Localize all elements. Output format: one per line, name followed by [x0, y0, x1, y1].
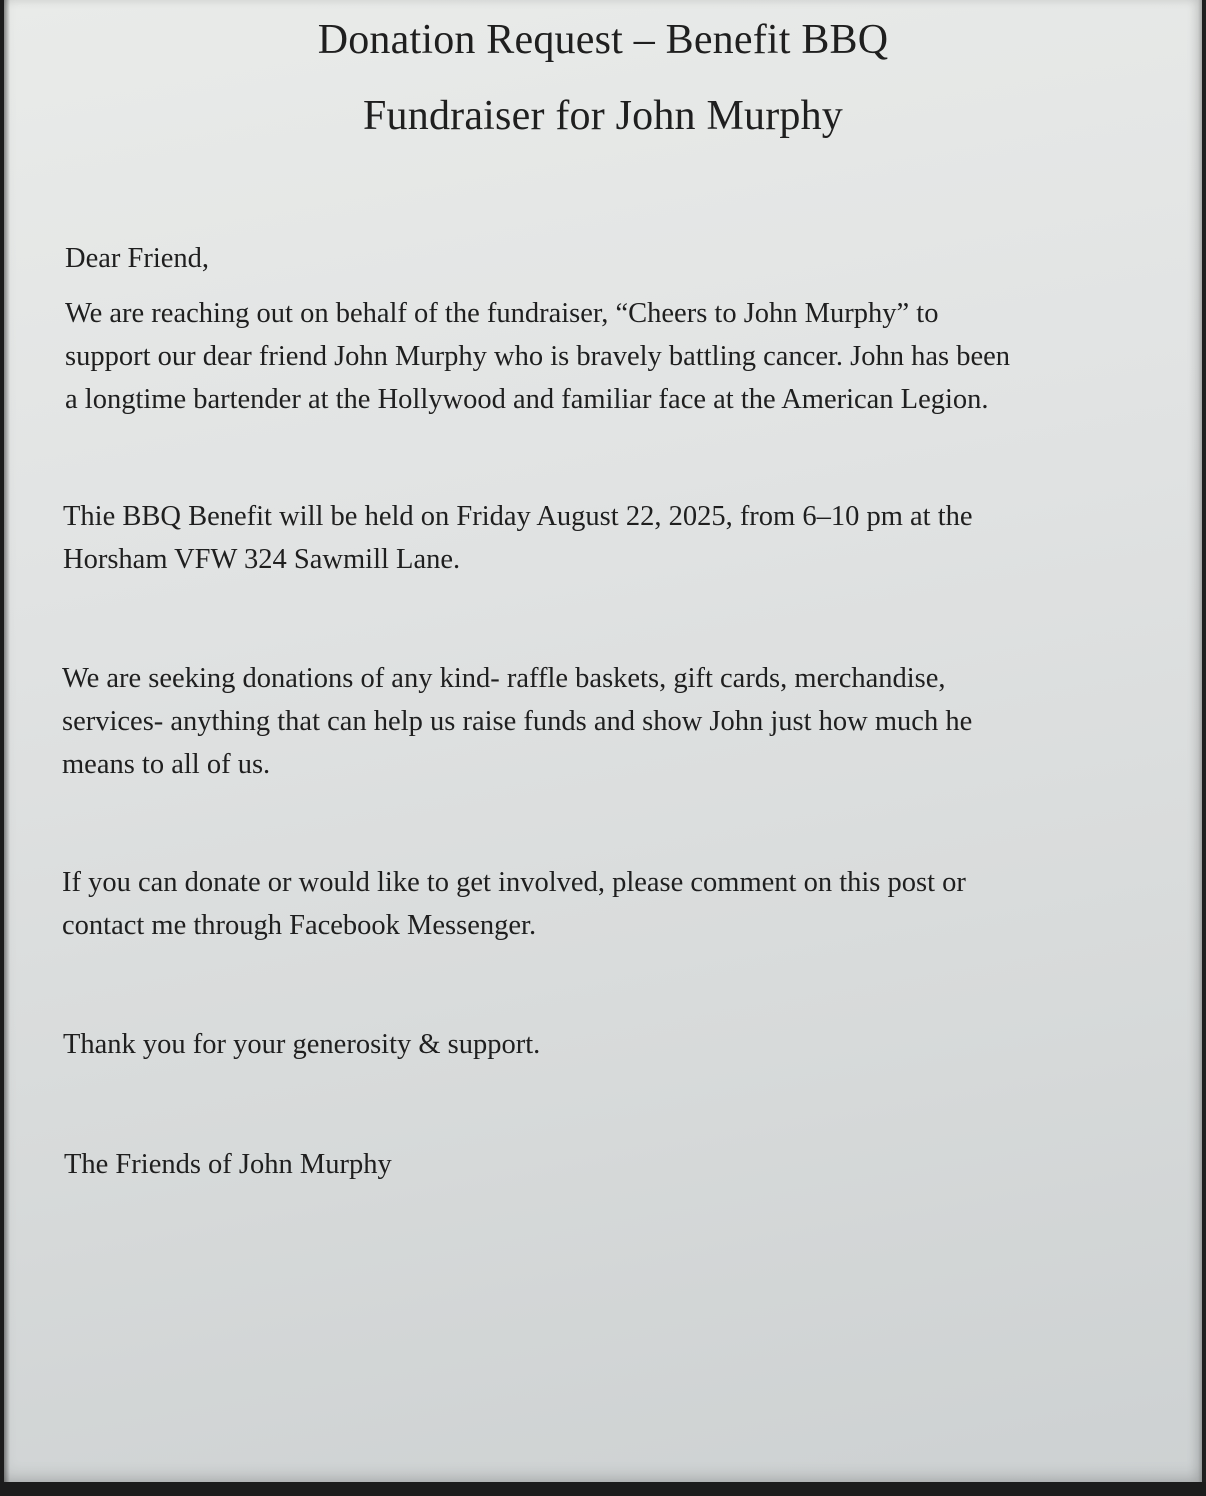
paragraph-line: means to all of us. [62, 749, 271, 780]
paragraph-line: services- anything that can help us raise funds and show John just how much he [62, 706, 973, 737]
paragraph-line: contact me through Facebook Messenger. [62, 910, 537, 941]
letter-title: Donation Request – Benefit BBQ [317, 17, 889, 63]
paragraph-event-details [63, 495, 1173, 581]
paragraph-line: We are reaching out on behalf of the fundraiser, “Cheers to John Murphy” to [65, 298, 939, 329]
paragraph-line: Thie BBQ Benefit will be held on Friday August 22, 2025, from 6–10 pm at the [63, 501, 973, 532]
paragraph-intro [65, 292, 1175, 421]
paper-left-edge [4, 0, 10, 1482]
greeting: Dear Friend, [65, 243, 210, 274]
paragraph-line: We are seeking donations of any kind- raffle baskets, gift cards, merchandise, [62, 663, 946, 694]
paragraph-line: If you can donate or would like to get involved, please comment on this post or [62, 867, 966, 898]
letter-subtitle: Fundraiser for John Murphy [363, 93, 843, 139]
paragraph-line: a longtime bartender at the Hollywood and familiar face at the American Legion. [65, 384, 989, 415]
paper-right-edge [1198, 0, 1206, 1482]
paragraph-line: Horsham VFW 324 Sawmill Lane. [63, 544, 461, 575]
paragraph-contact [62, 861, 1172, 947]
signature: The Friends of John Murphy [64, 1149, 392, 1180]
paragraph-line: support our dear friend John Murphy who is bravely battling cancer. John has been [65, 341, 1011, 372]
closing-line: Thank you for your generosity & support. [63, 1029, 541, 1060]
paragraph-donations [62, 657, 1172, 786]
